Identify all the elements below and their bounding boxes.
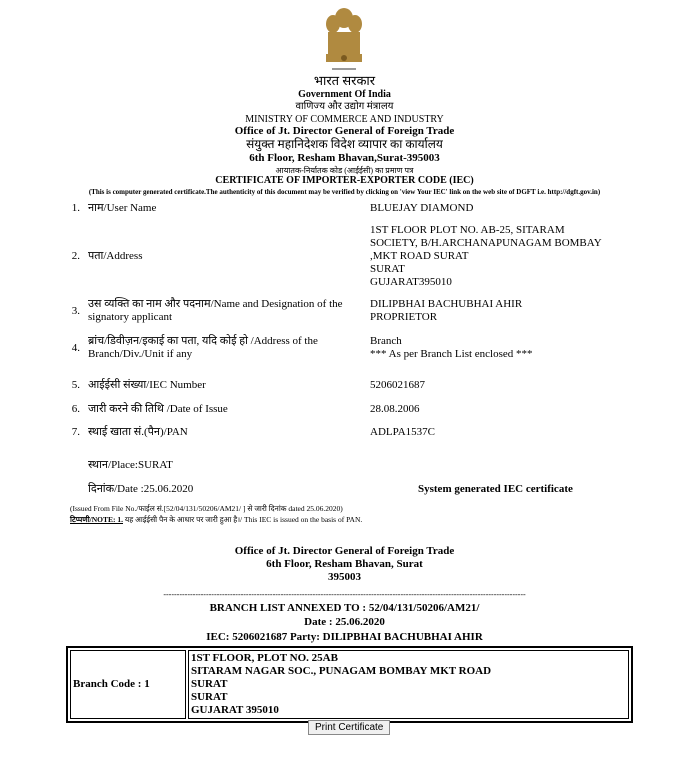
authenticity-note: (This is computer generated certificate.The authenticity of this document may be verified by clicking on 'view Your IEC' link on the web site of DGFT i.e. http://dgft.gov.in) (88, 188, 601, 196)
branch-code: Branch Code : 1 (70, 650, 186, 719)
branch-table (66, 646, 633, 723)
footer-pin: 395003 (328, 571, 361, 583)
certificate-page: भारत सरकार Government Of India वाणिज्य और उद्योग मंत्रालय MINISTRY OF COMMERCE AND INDUSTRY Office of Jt. Director General of Foreign Trade संयुक्त महानिदेशक विदेश व्यापार का कार्यालय 6th Floor, Resham Bhavan,Surat-395003 आयातक-निर्यातक कोड (आईईसी) का प्रमाण पत्र CERTIFICATE OF IMPORTER-EXPORTER CODE (IEC) (This is computer generated certificate.The authenticity of this document may be verified by clicking on 'view Your IEC' link on the web site of DGFT i.e. http://dgft.gov.in) 1. नाम/User Name BLUEJAY DIAMOND 2. पता/Address 1ST FLOOR PLOT NO. AB-25, SITARAM SOCIETY, B/H.ARCHANAPUNAGAM BOMBAY ,MKT ROAD SURAT SURAT GUJARAT395010 3. उस व्यक्ति का नाम और पदनाम/Name and Designation of the signatory applicant DILIPBHAI BACHUBHAI AHIR PROPRIETOR 4. ब्रांच/डिवीज़न/इकाई का पता, यदि कोई हो /Address of the Branch/Div./Unit if any Branch *** As per Branch List enclosed *** 5. आईईसी संख्या/IEC Number 5206021687 6. जारी करने की तिथि /Date of Issue 28.08.2006 7. स्थाई खाता सं.(पैन)/PAN ADLPA1537C स्थान/Place:SURAT दिनांक/Date :25.06.2020 System generated IEC certificate (Issued From File No./फाईल सं.[52/04/131/50206/AM21/ ] से जारी दिनांक dated 25.06.2020) टिप्पणी/NOTE: 1. यह आईईसी पैन के आधार पर जारी हुआ है।/ This IEC is issued on the basis of PAN. Office of Jt. Director General of Foreign Trade 6th Floor, Resham Bhavan, Surat 395003 ---------------------------------------------------------------------------------------------------------------------------------------- BRANCH LIST ANNEXED TO : 52/04/131/50206/AM21/ Date : 25.06.2020 IEC: 5206021687 Party: DILIPBHAI BACHUBHAI AHIR Branch Code : 1 1ST FLOOR, PLOT NO. 25AB SITARAM NAGAR SOC., PUNAGAM BOMBAY MKT ROAD SURAT SURAT GUJARAT 395010 Print Certificate (0, 0, 689, 765)
office-address: 6th Floor, Resham Bhavan,Surat-395003 (249, 152, 440, 164)
item-address: 2. पता/Address 1ST FLOOR PLOT NO. AB-25, SITARAM SOCIETY, B/H.ARCHANAPUNAGAM BOMBAY ,MKT ROAD SURAT SURAT GUJARAT395010 (71, 224, 602, 288)
office-title: Office of Jt. Director General of Foreign Trade (234, 125, 455, 137)
print-certificate-button[interactable]: Print Certificate (308, 720, 390, 735)
national-emblem-icon (318, 4, 370, 74)
date: दिनांक/Date :25.06.2020 (88, 483, 194, 495)
hindi-ministry: वाणिज्य और उद्योग मंत्रालय (295, 101, 394, 112)
pan-note: टिप्पणी/NOTE: 1. यह आईईसी पैन के आधार पर जारी हुआ है।/ This IEC is issued on the basis of PAN. (70, 515, 363, 524)
item-branch: 4. ब्रांच/डिवीज़न/इकाई का पता, यदि कोई हो /Address of the Branch/Div./Unit if any Branch *** As per Branch List enclosed *** (71, 335, 533, 360)
branch-list-iec: IEC: 5206021687 Party: DILIPBHAI BACHUBHAI AHIR (206, 631, 483, 643)
government: Government Of India (298, 89, 391, 100)
hindi-government: भारत सरकार (313, 73, 376, 88)
branch-list-title: BRANCH LIST ANNEXED TO : 52/04/131/50206/AM21/ (209, 602, 480, 614)
place: स्थान/Place:SURAT (88, 459, 173, 471)
certificate-title: CERTIFICATE OF IMPORTER-EXPORTER CODE (IEC) (215, 175, 474, 186)
branch-address: 1ST FLOOR, PLOT NO. 25AB SITARAM NAGAR SOC., PUNAGAM BOMBAY MKT ROAD SURAT SURAT GUJARAT 395010 (188, 650, 629, 719)
ministry: MINISTRY OF COMMERCE AND INDUSTRY (245, 114, 444, 125)
hindi-office: संयुक्त महानिदेशक विदेश व्यापार का कार्यालय (246, 137, 443, 151)
issued-from: (Issued From File No./फाईल सं.[52/04/131/50206/AM21/ ] से जारी दिनांक dated 25.06.2020) (70, 504, 343, 513)
branch-list-date: Date : 25.06.2020 (304, 616, 385, 628)
separator: ---------------------------------------------------------------------------------------------------------------------------------------- (163, 590, 526, 599)
item-signatory: 3. उस व्यक्ति का नाम और पदनाम/Name and Designation of the signatory applicant DILIPBHAI BACHUBHAI AHIR PROPRIETOR (71, 298, 523, 323)
hindi-certificate-title: आयातक-निर्यातक कोड (आईईसी) का प्रमाण पत्र (275, 166, 414, 175)
footer-office: Office of Jt. Director General of Foreign Trade (234, 545, 455, 557)
system-generated-label: System generated IEC certificate (418, 483, 573, 495)
table-row (70, 650, 629, 719)
footer-address: 6th Floor, Resham Bhavan, Surat (266, 558, 423, 570)
